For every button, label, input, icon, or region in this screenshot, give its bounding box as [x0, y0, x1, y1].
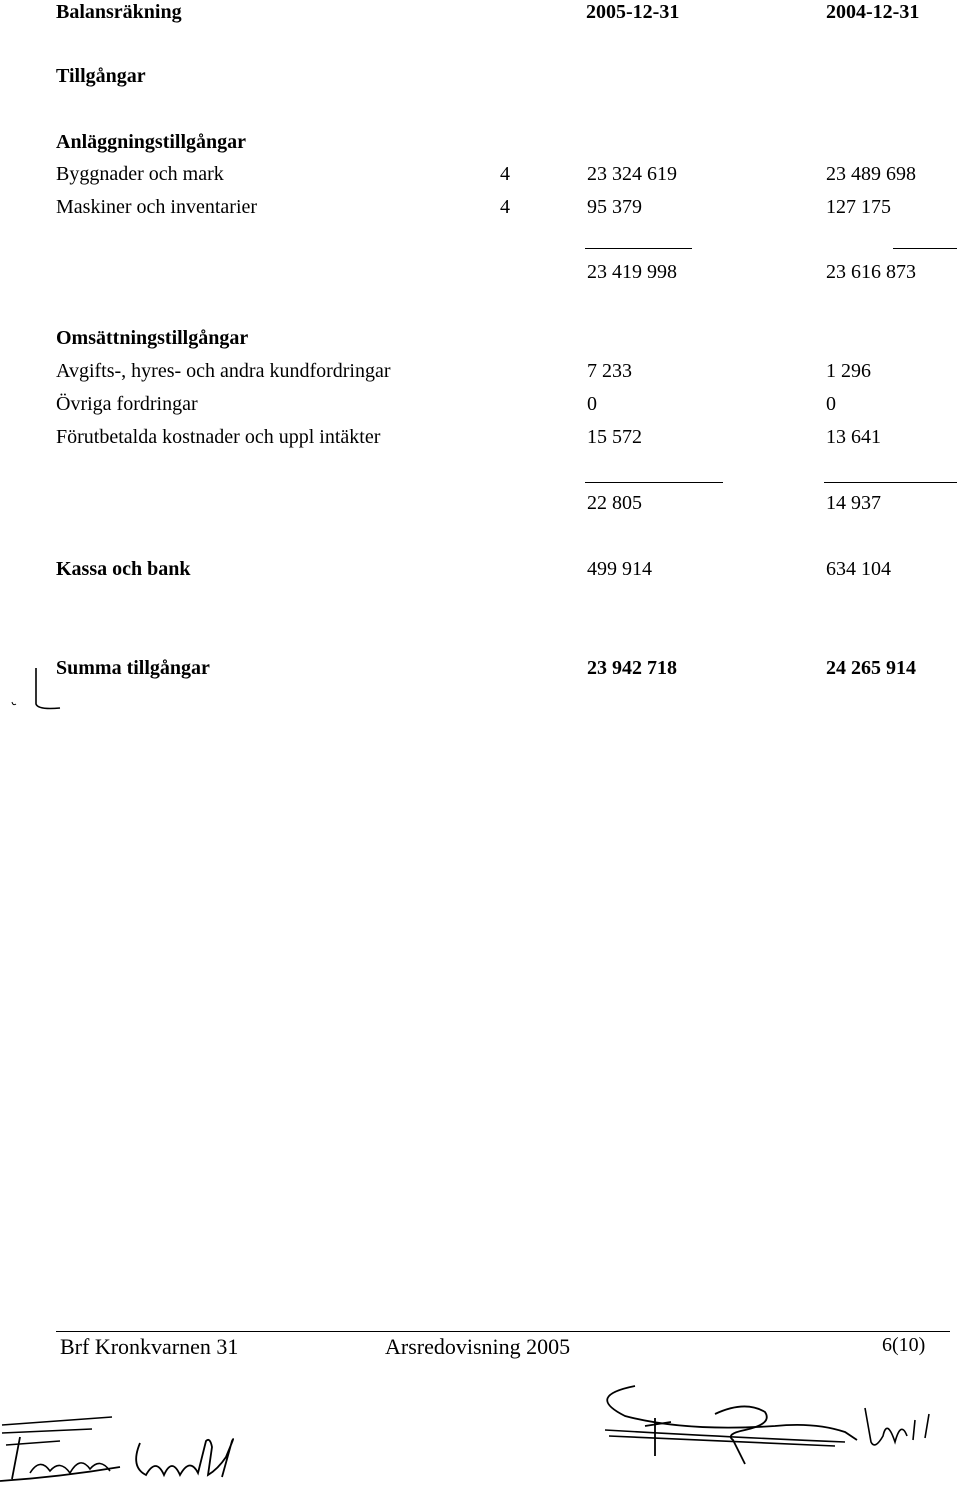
- footer-rule: [56, 1331, 950, 1332]
- subtotal-2004: 23 616 873: [826, 261, 916, 283]
- row-value-2004: 13 641: [826, 426, 881, 448]
- subtotal-2005: 23 419 998: [587, 261, 677, 283]
- row-value-2005: 7 233: [587, 360, 632, 382]
- column-header-2005: 2005-12-31: [586, 1, 680, 23]
- row-label: Avgifts-, hyres- och andra kundfordringar: [56, 360, 391, 382]
- row-value-2005: 499 914: [587, 558, 652, 580]
- row-value-2004: 23 489 698: [826, 163, 916, 185]
- row-label: Övriga fordringar: [56, 393, 198, 415]
- row-note: 4: [500, 163, 510, 185]
- statement-title: Balansräkning: [56, 1, 182, 23]
- section-heading-assets: Tillgångar: [56, 65, 146, 87]
- signature-2-icon: [595, 1380, 955, 1470]
- row-value-2005: 0: [587, 393, 597, 415]
- row-value-2005: 23 324 619: [587, 163, 677, 185]
- margin-mark-icon: [0, 660, 80, 720]
- subtotal-rule-2004: [824, 482, 957, 483]
- subtotal-rule-2005: [585, 248, 692, 249]
- row-label: Kassa och bank: [56, 558, 191, 580]
- total-label: Summa tillgångar: [56, 657, 210, 679]
- row-value-2005: 95 379: [587, 196, 642, 218]
- fixed-assets-heading: Anläggningstillgångar: [56, 131, 247, 153]
- row-value-2004: 0: [826, 393, 836, 415]
- subtotal-2004: 14 937: [826, 492, 881, 514]
- row-value-2004: 634 104: [826, 558, 891, 580]
- subtotal-rule-2004: [893, 248, 957, 249]
- footer-document: Arsredovisning 2005: [385, 1334, 571, 1359]
- signature-1-icon: [0, 1397, 250, 1487]
- subtotal-2005: 22 805: [587, 492, 642, 514]
- row-value-2004: 1 296: [826, 360, 871, 382]
- footer-org: Brf Kronkvarnen 31: [60, 1334, 239, 1359]
- footer-page-number: 6(10): [882, 1334, 926, 1356]
- column-header-2004: 2004-12-31: [826, 1, 920, 23]
- current-assets-heading: Omsättningstillgångar: [56, 327, 249, 349]
- total-value-2005: 23 942 718: [587, 657, 677, 679]
- total-value-2004: 24 265 914: [826, 657, 916, 679]
- row-note: 4: [500, 196, 510, 218]
- row-label: Byggnader och mark: [56, 163, 224, 185]
- row-value-2005: 15 572: [587, 426, 642, 448]
- row-value-2004: 127 175: [826, 196, 891, 218]
- row-label: Maskiner och inventarier: [56, 196, 258, 218]
- subtotal-rule-2005: [585, 482, 723, 483]
- row-label: Förutbetalda kostnader och uppl intäkter: [56, 426, 381, 448]
